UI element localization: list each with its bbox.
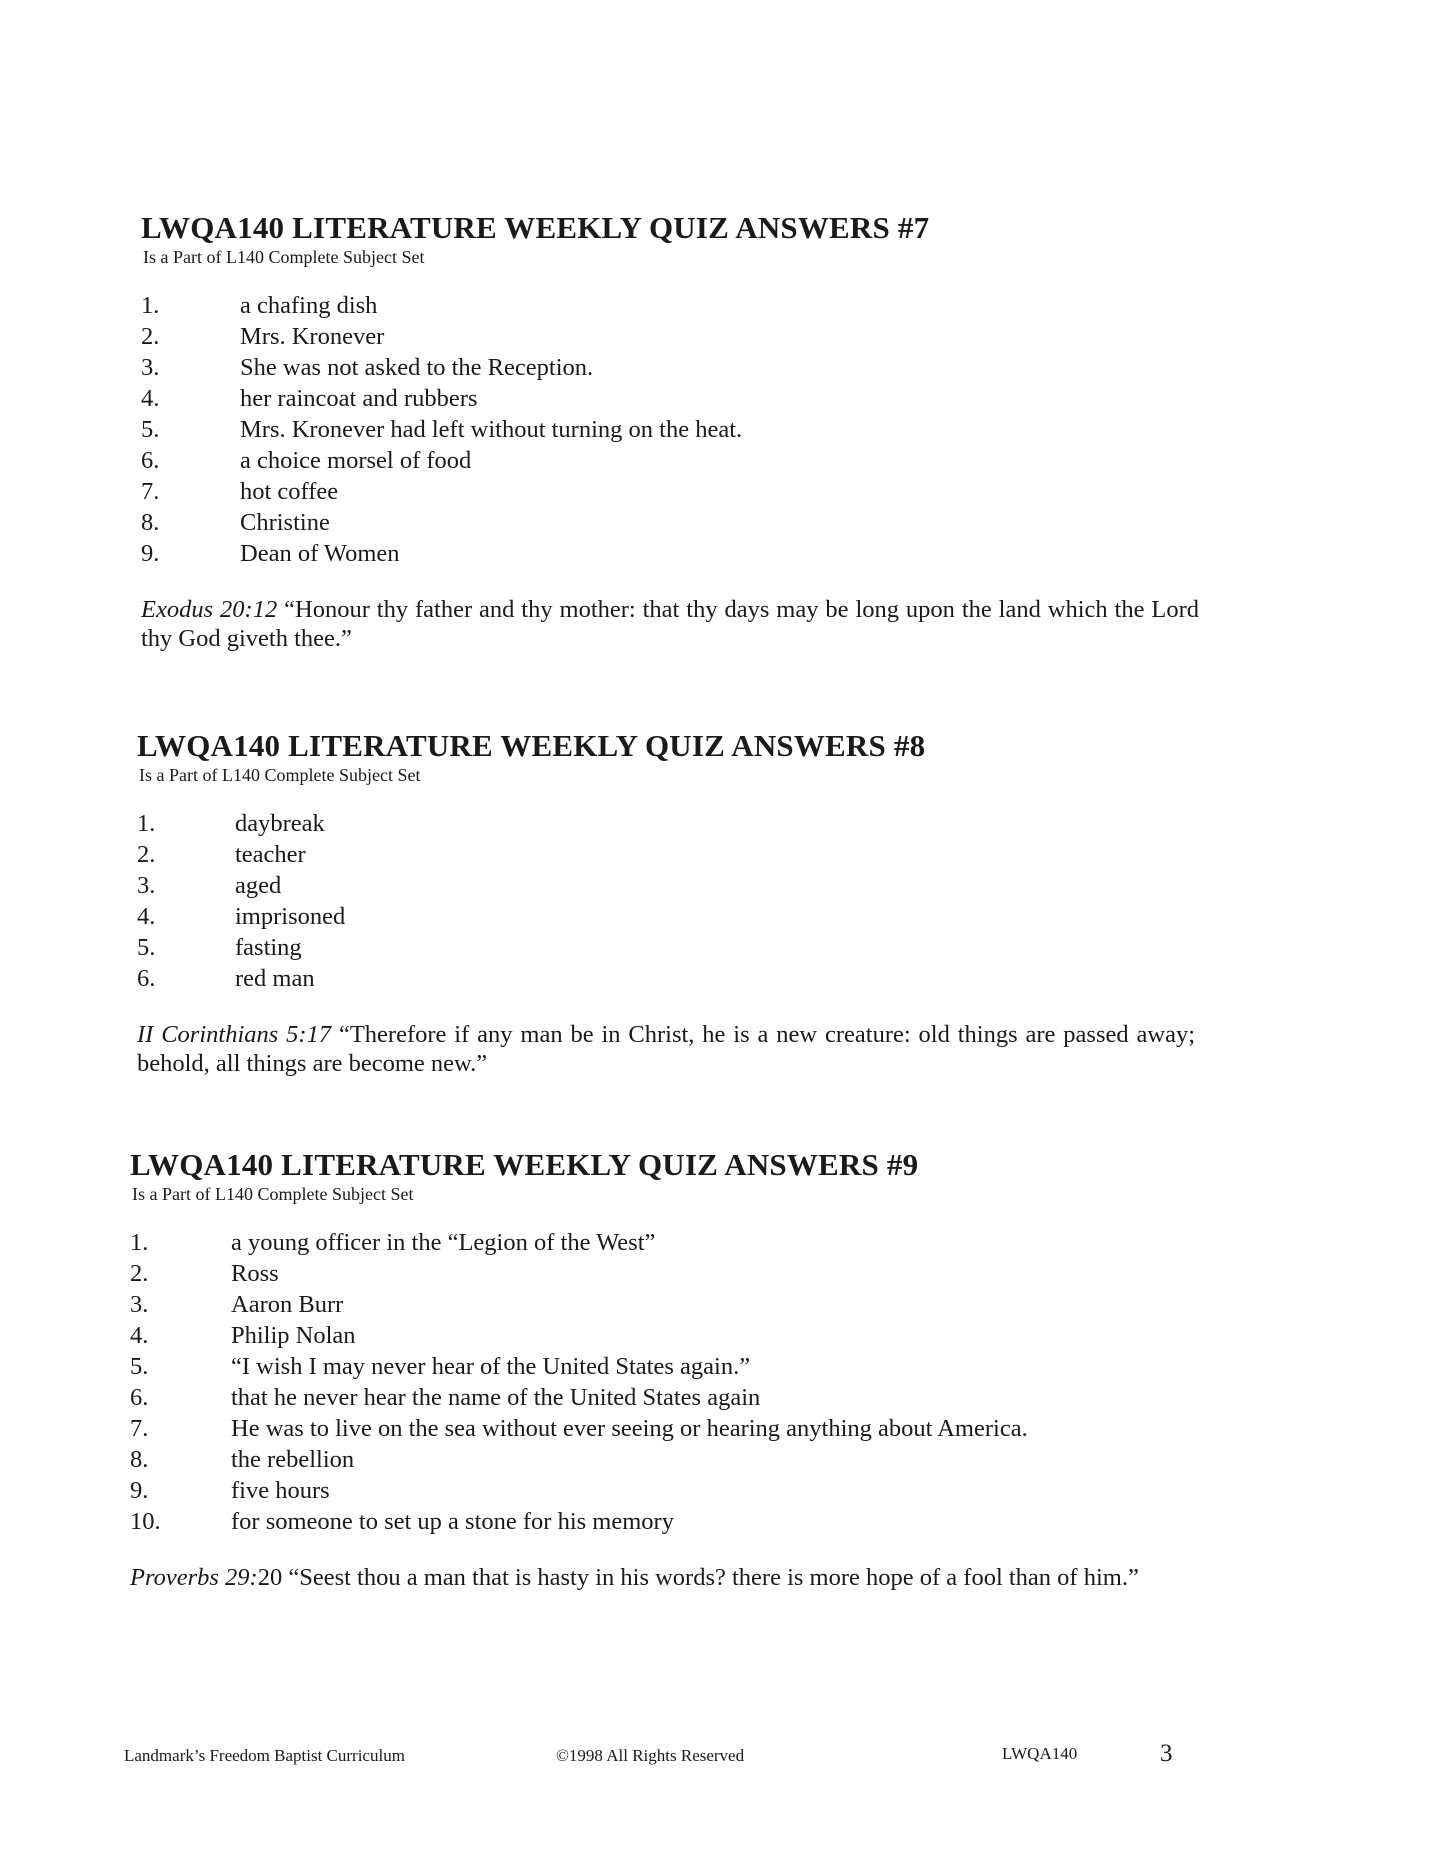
answer-text: red man [235,965,315,992]
list-item [130,1320,1190,1351]
answer-text: Philip Nolan [231,1322,356,1349]
list-item [141,352,1201,383]
answer-text: teacher [235,841,306,868]
section-subtitle: Is a Part of L140 Complete Subject Set [143,247,425,267]
verse-text: “Seest thou a man that is hasty in his words? there is more hope of a fool than of him.” [288,1564,1139,1591]
answer-number: 2. [130,1260,149,1287]
answer-number: 4. [137,903,156,930]
verse-reference: Exodus 20:12 [141,596,278,623]
answer-number: 6. [130,1384,149,1411]
answer-number: 4. [130,1322,149,1349]
page-number: 3 [1160,1740,1173,1767]
answer-text: fasting [235,934,302,961]
answer-text: Mrs. Kronever [240,323,385,350]
answer-number: 7. [130,1415,149,1442]
scripture-verse [137,1020,1195,1078]
answer-number: 9. [130,1477,149,1504]
quiz-section-9 [130,1147,1190,1592]
list-item [130,1227,1190,1258]
list-item [130,1351,1190,1382]
answer-number: 3. [141,354,160,381]
answer-text: Mrs. Kronever had left without turning on the heat. [240,416,743,443]
quiz-section-8 [137,728,1197,1078]
list-item [137,870,1197,901]
list-item [130,1506,1190,1537]
list-item [137,808,1197,839]
answer-text: Ross [231,1260,279,1287]
answer-number: 5. [137,934,156,961]
list-item [141,383,1201,414]
footer-code: LWQA140 [1002,1744,1078,1763]
list-item [130,1413,1190,1444]
answer-list [137,808,1197,994]
answer-number: 5. [141,416,160,443]
verse-reference: II Corinthians 5:17 [137,1021,332,1048]
list-item [137,963,1197,994]
verse-text: “Therefore if any man be in Christ, he is a new creature: old things are passed away; behold, all things are become new.” [137,1021,1196,1077]
list-item [141,414,1201,445]
answer-number: 2. [141,323,160,350]
list-item [141,321,1201,352]
section-subtitle: Is a Part of L140 Complete Subject Set [139,765,421,785]
answer-text: five hours [231,1477,330,1504]
answer-text: that he never hear the name of the United States again [231,1384,761,1411]
answer-number: 3. [137,872,156,899]
answer-text: a chafing dish [240,292,378,319]
list-item [141,290,1201,321]
list-item [137,839,1197,870]
answer-number: 6. [141,447,160,474]
list-item [130,1258,1190,1289]
answer-text: aged [235,872,282,899]
section-title: LWQA140 LITERATURE WEEKLY QUIZ ANSWERS #7 [141,210,930,245]
list-item [130,1382,1190,1413]
answer-text: She was not asked to the Reception. [240,354,594,381]
list-item [137,932,1197,963]
answer-text: for someone to set up a stone for his memory [231,1508,674,1535]
answer-number: 2. [137,841,156,868]
section-title: LWQA140 LITERATURE WEEKLY QUIZ ANSWERS #8 [137,728,926,763]
list-item [141,445,1201,476]
answer-text: the rebellion [231,1446,355,1473]
answer-text: daybreak [235,810,325,837]
answer-text: Aaron Burr [231,1291,344,1318]
answer-list [141,290,1201,569]
list-item [137,901,1197,932]
answer-number: 1. [137,810,156,837]
answer-number: 3. [130,1291,149,1318]
answer-text: “I wish I may never hear of the United States again.” [231,1353,751,1380]
answer-text: imprisoned [235,903,346,930]
answer-number: 4. [141,385,160,412]
answer-number: 1. [130,1229,149,1256]
scripture-verse [141,595,1199,653]
answer-text: He was to live on the sea without ever seeing or hearing anything about America. [231,1415,1028,1442]
answer-number: 8. [130,1446,149,1473]
list-item [130,1475,1190,1506]
footer-curriculum: Landmark’s Freedom Baptist Curriculum [124,1746,405,1765]
answer-text: a choice morsel of food [240,447,472,474]
answer-number: 8. [141,509,160,536]
answer-number: 5. [130,1353,149,1380]
quiz-section-7 [141,210,1201,653]
verse-reference-tail: 20 [257,1564,283,1591]
answer-list [130,1227,1190,1537]
list-item [141,538,1201,569]
answer-text: a young officer in the “Legion of the West” [231,1229,656,1256]
answer-text: Christine [240,509,330,536]
answer-number: 7. [141,478,160,505]
answer-number: 9. [141,540,160,567]
answer-text: her raincoat and rubbers [240,385,478,412]
section-title: LWQA140 LITERATURE WEEKLY QUIZ ANSWERS #9 [130,1147,919,1182]
answer-number: 6. [137,965,156,992]
answer-number: 1. [141,292,160,319]
list-item [141,507,1201,538]
list-item [130,1444,1190,1475]
list-item [141,476,1201,507]
section-subtitle: Is a Part of L140 Complete Subject Set [132,1184,414,1204]
scripture-verse [130,1563,1188,1592]
verse-text: “Honour thy father and thy mother: that thy days may be long upon the land which the Lord thy God giveth thee.” [141,596,1199,652]
answer-text: Dean of Women [240,540,400,567]
list-item [130,1289,1190,1320]
footer-copyright: ©1998 All Rights Reserved [556,1746,745,1765]
answer-number: 10. [130,1508,161,1535]
answer-text: hot coffee [240,478,339,505]
page-footer [124,1742,1184,1772]
verse-reference: Proverbs 29: [130,1564,258,1591]
